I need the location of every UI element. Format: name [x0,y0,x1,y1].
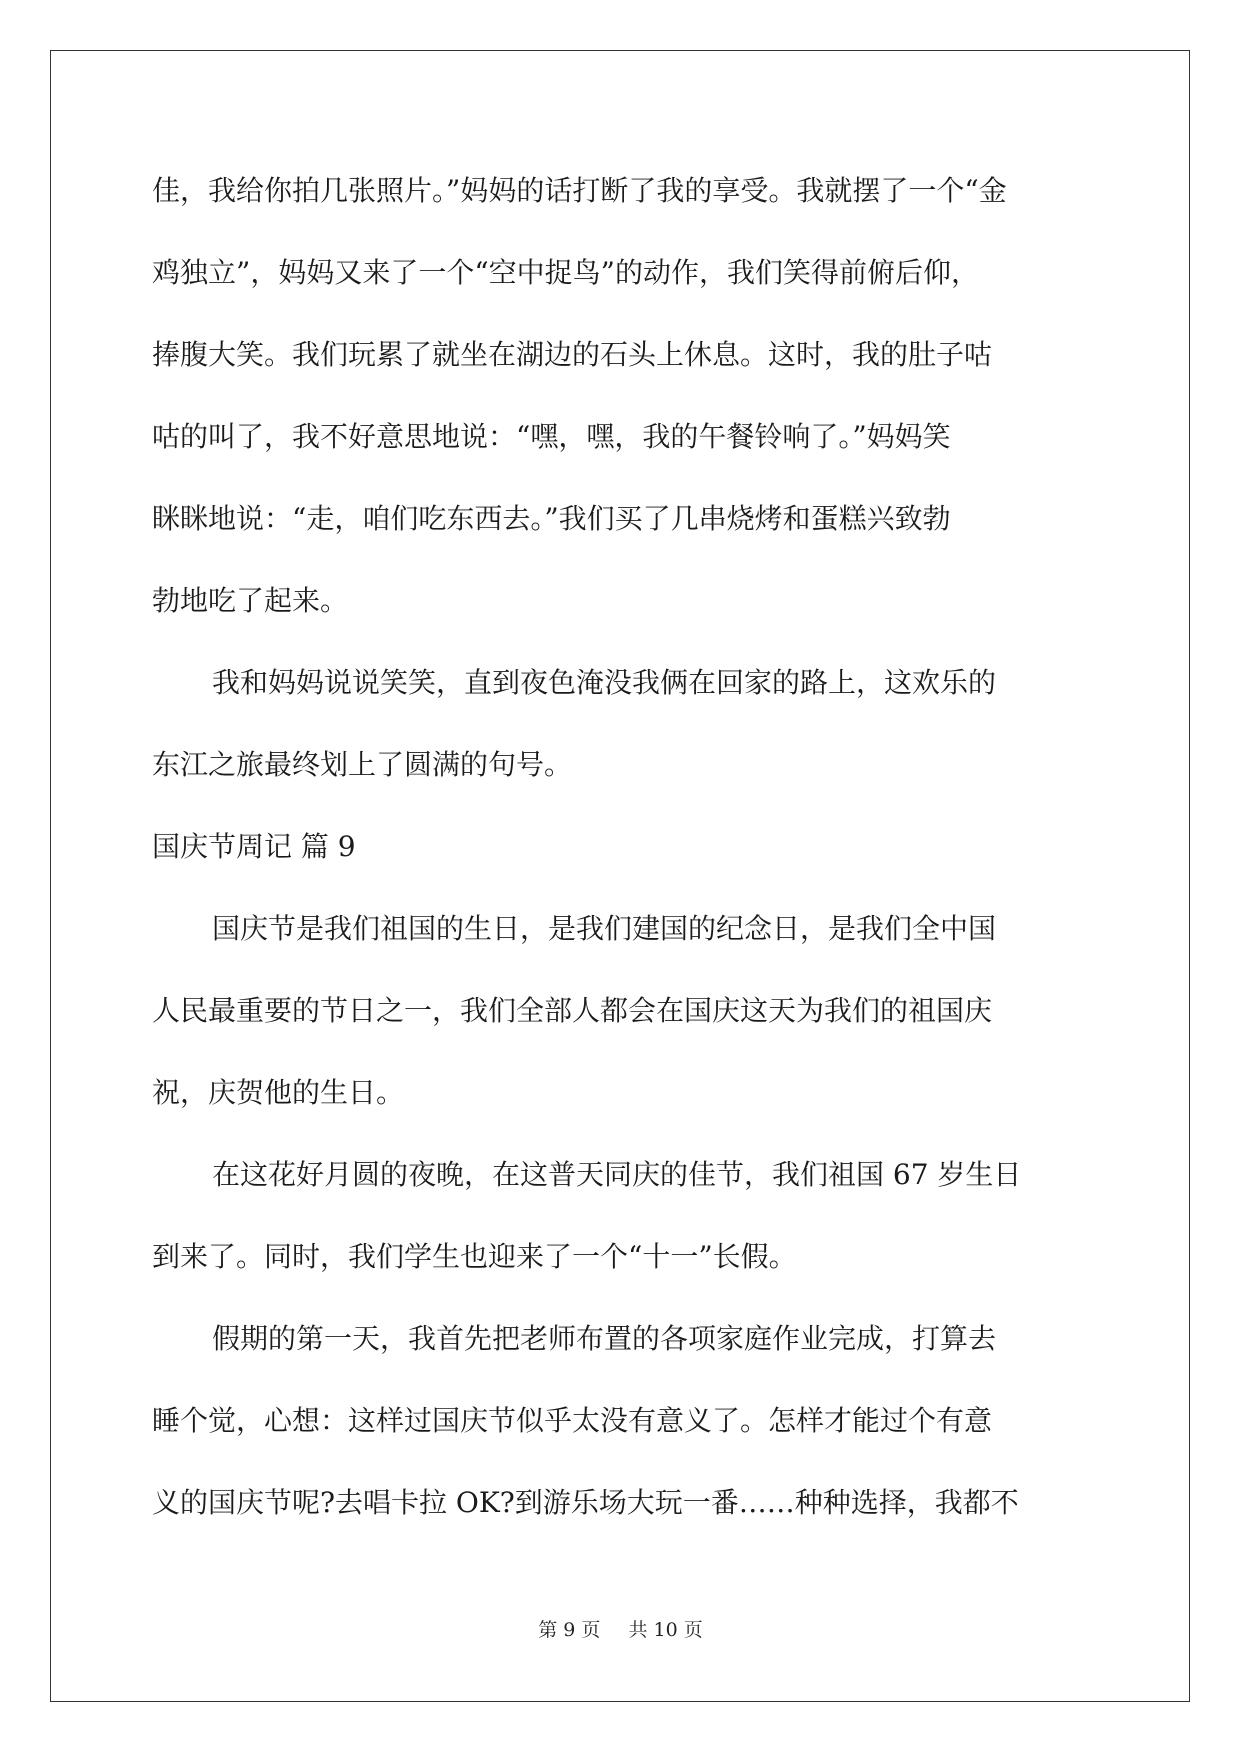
text-line: 义的国庆节呢?去唱卡拉 OK?到游乐场大玩一番……种种选择，我都不 [152,1486,1019,1519]
text-line: 我和妈妈说说笑笑，直到夜色淹没我俩在回家的路上，这欢乐的 [212,666,997,699]
document-body [152,150,1092,1544]
text-line: 到来了。同时，我们学生也迎来了一个“十一”长假。 [152,1240,797,1273]
page-total: 共 10 页 [628,1619,703,1641]
text-line: 佳，我给你拍几张照片。”妈妈的话打断了我的享受。我就摆了一个“金 [152,174,1007,207]
text-line: 东江之旅最终划上了圆满的句号。 [152,748,573,781]
text-line: 咕的叫了，我不好意思地说：“嘿，嘿，我的午餐铃响了。”妈妈笑 [152,420,951,453]
text-line: 捧腹大笑。我们玩累了就坐在湖边的石头上休息。这时，我的肚子咕 [152,338,993,371]
text-line: 睡个觉，心想：这样过国庆节似乎太没有意义了。怎样才能过个有意 [152,1404,993,1437]
text-line: 在这花好月圆的夜晚，在这普天同庆的佳节，我们祖国 67 岁生日 [212,1158,1022,1191]
text-line: 人民最重要的节日之一，我们全部人都会在国庆这天为我们的祖国庆 [152,994,993,1027]
text-line: 国庆节是我们祖国的生日，是我们建国的纪念日，是我们全中国 [212,912,997,945]
text-line: 鸡独立”，妈妈又来了一个“空中捉鸟”的动作，我们笑得前俯后仰， [152,256,979,289]
section-heading: 国庆节周记 篇 9 [152,830,356,863]
page-number: 第 9 页 [538,1619,601,1641]
text-line: 眯眯地说：“走，咱们吃东西去。”我们买了几串烧烤和蛋糕兴致勃 [152,502,951,535]
text-line: 勃地吃了起来。 [152,584,349,617]
text-line: 祝，庆贺他的生日。 [152,1076,405,1109]
text-line: 假期的第一天，我首先把老师布置的各项家庭作业完成，打算去 [212,1322,997,1355]
page-footer [0,1615,1241,1642]
